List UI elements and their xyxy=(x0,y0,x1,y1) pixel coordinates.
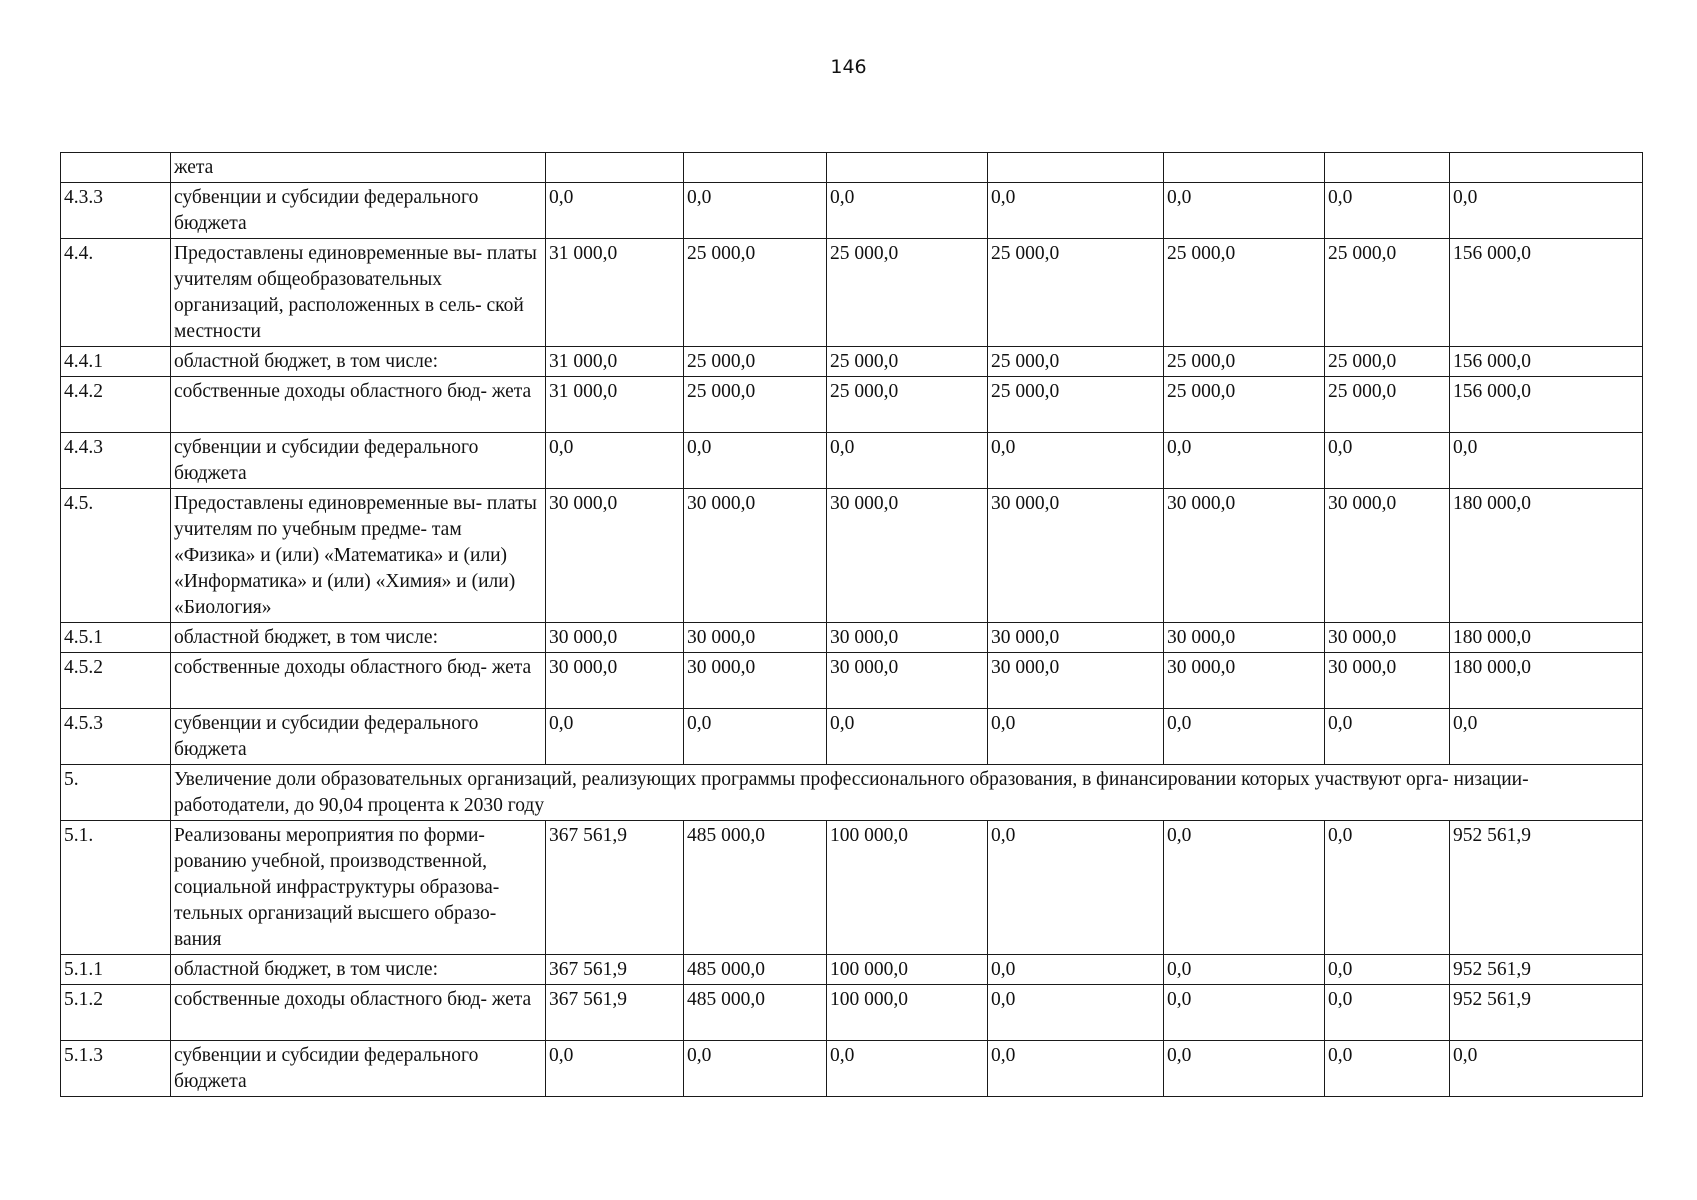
value-cell: 0,0 xyxy=(1325,433,1450,489)
value-cell: 0,0 xyxy=(988,709,1164,765)
value-cell: 25 000,0 xyxy=(1325,239,1450,347)
row-number-cell xyxy=(61,153,171,183)
row-number-cell: 5.1.3 xyxy=(61,1041,171,1097)
row-name-cell: субвенции и субсидии федерального бюджета xyxy=(171,709,546,765)
value-cell: 30 000,0 xyxy=(1164,489,1325,623)
total-cell: 156 000,0 xyxy=(1450,347,1643,377)
table-row xyxy=(61,239,1643,347)
value-cell: 0,0 xyxy=(684,709,827,765)
value-cell: 0,0 xyxy=(827,183,988,239)
row-number-cell: 4.4.2 xyxy=(61,377,171,433)
total-cell: 180 000,0 xyxy=(1450,489,1643,623)
value-cell xyxy=(988,153,1164,183)
value-cell: 0,0 xyxy=(1164,955,1325,985)
row-name-cell: областной бюджет, в том числе: xyxy=(171,623,546,653)
row-name-cell: собственные доходы областного бюд- жета xyxy=(171,377,546,433)
value-cell: 0,0 xyxy=(1164,821,1325,955)
row-number-cell: 4.5.3 xyxy=(61,709,171,765)
value-cell: 0,0 xyxy=(988,433,1164,489)
table-row xyxy=(61,709,1643,765)
row-name-cell: Реализованы мероприятия по форми- рованию учебной, производственной, социальной инфраструктуры образова- тельных организаций высшего образо- вания xyxy=(171,821,546,955)
value-cell xyxy=(546,153,684,183)
table-row xyxy=(61,347,1643,377)
value-cell: 25 000,0 xyxy=(988,377,1164,433)
value-cell: 0,0 xyxy=(1164,433,1325,489)
section-title-cell: Увеличение доли образовательных организаций, реализующих программы профессионального образования, в финансировании которых участвуют орга- низации-работодатели, до 90,04 процента к 2030 году xyxy=(171,765,1643,821)
row-name-cell: областной бюджет, в том числе: xyxy=(171,955,546,985)
value-cell: 25 000,0 xyxy=(1325,347,1450,377)
value-cell: 100 000,0 xyxy=(827,955,988,985)
row-name-cell: собственные доходы областного бюд- жета xyxy=(171,653,546,709)
table-row xyxy=(61,985,1643,1041)
total-cell: 180 000,0 xyxy=(1450,653,1643,709)
value-cell: 0,0 xyxy=(1164,709,1325,765)
value-cell: 0,0 xyxy=(1325,1041,1450,1097)
value-cell xyxy=(1164,153,1325,183)
total-cell: 952 561,9 xyxy=(1450,985,1643,1041)
value-cell: 25 000,0 xyxy=(827,239,988,347)
row-number-cell: 4.3.3 xyxy=(61,183,171,239)
value-cell: 25 000,0 xyxy=(1164,377,1325,433)
value-cell: 100 000,0 xyxy=(827,985,988,1041)
row-number-cell: 4.4. xyxy=(61,239,171,347)
value-cell: 485 000,0 xyxy=(684,821,827,955)
row-name-cell: областной бюджет, в том числе: xyxy=(171,347,546,377)
table-row xyxy=(61,623,1643,653)
value-cell: 30 000,0 xyxy=(988,623,1164,653)
value-cell: 25 000,0 xyxy=(684,377,827,433)
row-number-cell: 4.4.1 xyxy=(61,347,171,377)
value-cell: 30 000,0 xyxy=(546,653,684,709)
value-cell: 0,0 xyxy=(1325,955,1450,985)
table-row xyxy=(61,653,1643,709)
row-name-cell: жета xyxy=(171,153,546,183)
total-cell: 0,0 xyxy=(1450,709,1643,765)
value-cell: 367 561,9 xyxy=(546,821,684,955)
section-row xyxy=(61,765,1643,821)
value-cell: 30 000,0 xyxy=(827,489,988,623)
value-cell: 25 000,0 xyxy=(827,377,988,433)
row-name-cell: Предоставлены единовременные вы- платы учителям общеобразовательных организаций, расположенных в сель- ской местности xyxy=(171,239,546,347)
table-row xyxy=(61,377,1643,433)
value-cell: 0,0 xyxy=(827,709,988,765)
value-cell: 0,0 xyxy=(827,1041,988,1097)
value-cell: 30 000,0 xyxy=(1325,623,1450,653)
value-cell: 0,0 xyxy=(1325,985,1450,1041)
row-name-cell: субвенции и субсидии федерального бюджета xyxy=(171,183,546,239)
table-row xyxy=(61,183,1643,239)
value-cell: 25 000,0 xyxy=(1325,377,1450,433)
value-cell: 0,0 xyxy=(546,433,684,489)
total-cell: 0,0 xyxy=(1450,1041,1643,1097)
value-cell: 30 000,0 xyxy=(684,489,827,623)
row-number-cell: 5. xyxy=(61,765,171,821)
value-cell: 30 000,0 xyxy=(1325,653,1450,709)
table-row xyxy=(61,955,1643,985)
value-cell: 0,0 xyxy=(1164,1041,1325,1097)
value-cell: 30 000,0 xyxy=(988,489,1164,623)
value-cell: 30 000,0 xyxy=(1164,653,1325,709)
value-cell: 25 000,0 xyxy=(988,239,1164,347)
total-cell: 156 000,0 xyxy=(1450,239,1643,347)
value-cell: 30 000,0 xyxy=(827,653,988,709)
value-cell: 0,0 xyxy=(546,709,684,765)
value-cell: 30 000,0 xyxy=(1164,623,1325,653)
row-name-cell: собственные доходы областного бюд- жета xyxy=(171,985,546,1041)
value-cell: 25 000,0 xyxy=(1164,239,1325,347)
value-cell: 0,0 xyxy=(1325,821,1450,955)
row-number-cell: 5.1.2 xyxy=(61,985,171,1041)
value-cell: 485 000,0 xyxy=(684,985,827,1041)
value-cell: 367 561,9 xyxy=(546,985,684,1041)
table-row xyxy=(61,489,1643,623)
value-cell: 25 000,0 xyxy=(988,347,1164,377)
row-number-cell: 5.1. xyxy=(61,821,171,955)
total-cell: 180 000,0 xyxy=(1450,623,1643,653)
page-number: 146 xyxy=(830,56,867,78)
row-name-cell: Предоставлены единовременные вы- платы учителям по учебным предме- там «Физика» и (или) «Математика» и (или) «Информатика» и (или) «Химия» и (или) «Биология» xyxy=(171,489,546,623)
value-cell: 0,0 xyxy=(684,433,827,489)
row-name-cell: субвенции и субсидии федерального бюджета xyxy=(171,433,546,489)
value-cell: 30 000,0 xyxy=(1325,489,1450,623)
row-number-cell: 4.4.3 xyxy=(61,433,171,489)
budget-table xyxy=(60,152,1643,1097)
row-name-cell: субвенции и субсидии федерального бюджета xyxy=(171,1041,546,1097)
value-cell: 30 000,0 xyxy=(684,653,827,709)
value-cell: 0,0 xyxy=(988,183,1164,239)
value-cell: 485 000,0 xyxy=(684,955,827,985)
table-row xyxy=(61,1041,1643,1097)
value-cell: 0,0 xyxy=(684,183,827,239)
row-number-cell: 4.5.1 xyxy=(61,623,171,653)
total-cell: 156 000,0 xyxy=(1450,377,1643,433)
value-cell xyxy=(827,153,988,183)
value-cell: 0,0 xyxy=(988,985,1164,1041)
table-row xyxy=(61,821,1643,955)
value-cell: 25 000,0 xyxy=(1164,347,1325,377)
value-cell: 0,0 xyxy=(546,183,684,239)
value-cell: 0,0 xyxy=(988,955,1164,985)
total-cell: 0,0 xyxy=(1450,183,1643,239)
value-cell: 0,0 xyxy=(1164,985,1325,1041)
value-cell: 0,0 xyxy=(1325,709,1450,765)
value-cell: 25 000,0 xyxy=(827,347,988,377)
value-cell: 0,0 xyxy=(546,1041,684,1097)
total-cell: 952 561,9 xyxy=(1450,955,1643,985)
value-cell: 367 561,9 xyxy=(546,955,684,985)
total-cell xyxy=(1450,153,1643,183)
value-cell: 0,0 xyxy=(684,1041,827,1097)
value-cell: 0,0 xyxy=(827,433,988,489)
value-cell xyxy=(684,153,827,183)
value-cell: 30 000,0 xyxy=(988,653,1164,709)
total-cell: 952 561,9 xyxy=(1450,821,1643,955)
row-number-cell: 4.5. xyxy=(61,489,171,623)
value-cell: 30 000,0 xyxy=(827,623,988,653)
value-cell: 0,0 xyxy=(1164,183,1325,239)
value-cell: 31 000,0 xyxy=(546,377,684,433)
row-number-cell: 4.5.2 xyxy=(61,653,171,709)
value-cell: 0,0 xyxy=(988,1041,1164,1097)
value-cell: 30 000,0 xyxy=(546,623,684,653)
value-cell: 30 000,0 xyxy=(684,623,827,653)
total-cell: 0,0 xyxy=(1450,433,1643,489)
value-cell: 0,0 xyxy=(1325,183,1450,239)
table-row xyxy=(61,153,1643,183)
value-cell xyxy=(1325,153,1450,183)
value-cell: 25 000,0 xyxy=(684,239,827,347)
value-cell: 0,0 xyxy=(988,821,1164,955)
table-row xyxy=(61,433,1643,489)
budget-table-container xyxy=(60,152,1643,1097)
row-number-cell: 5.1.1 xyxy=(61,955,171,985)
value-cell: 100 000,0 xyxy=(827,821,988,955)
value-cell: 31 000,0 xyxy=(546,239,684,347)
value-cell: 25 000,0 xyxy=(684,347,827,377)
value-cell: 31 000,0 xyxy=(546,347,684,377)
value-cell: 30 000,0 xyxy=(546,489,684,623)
